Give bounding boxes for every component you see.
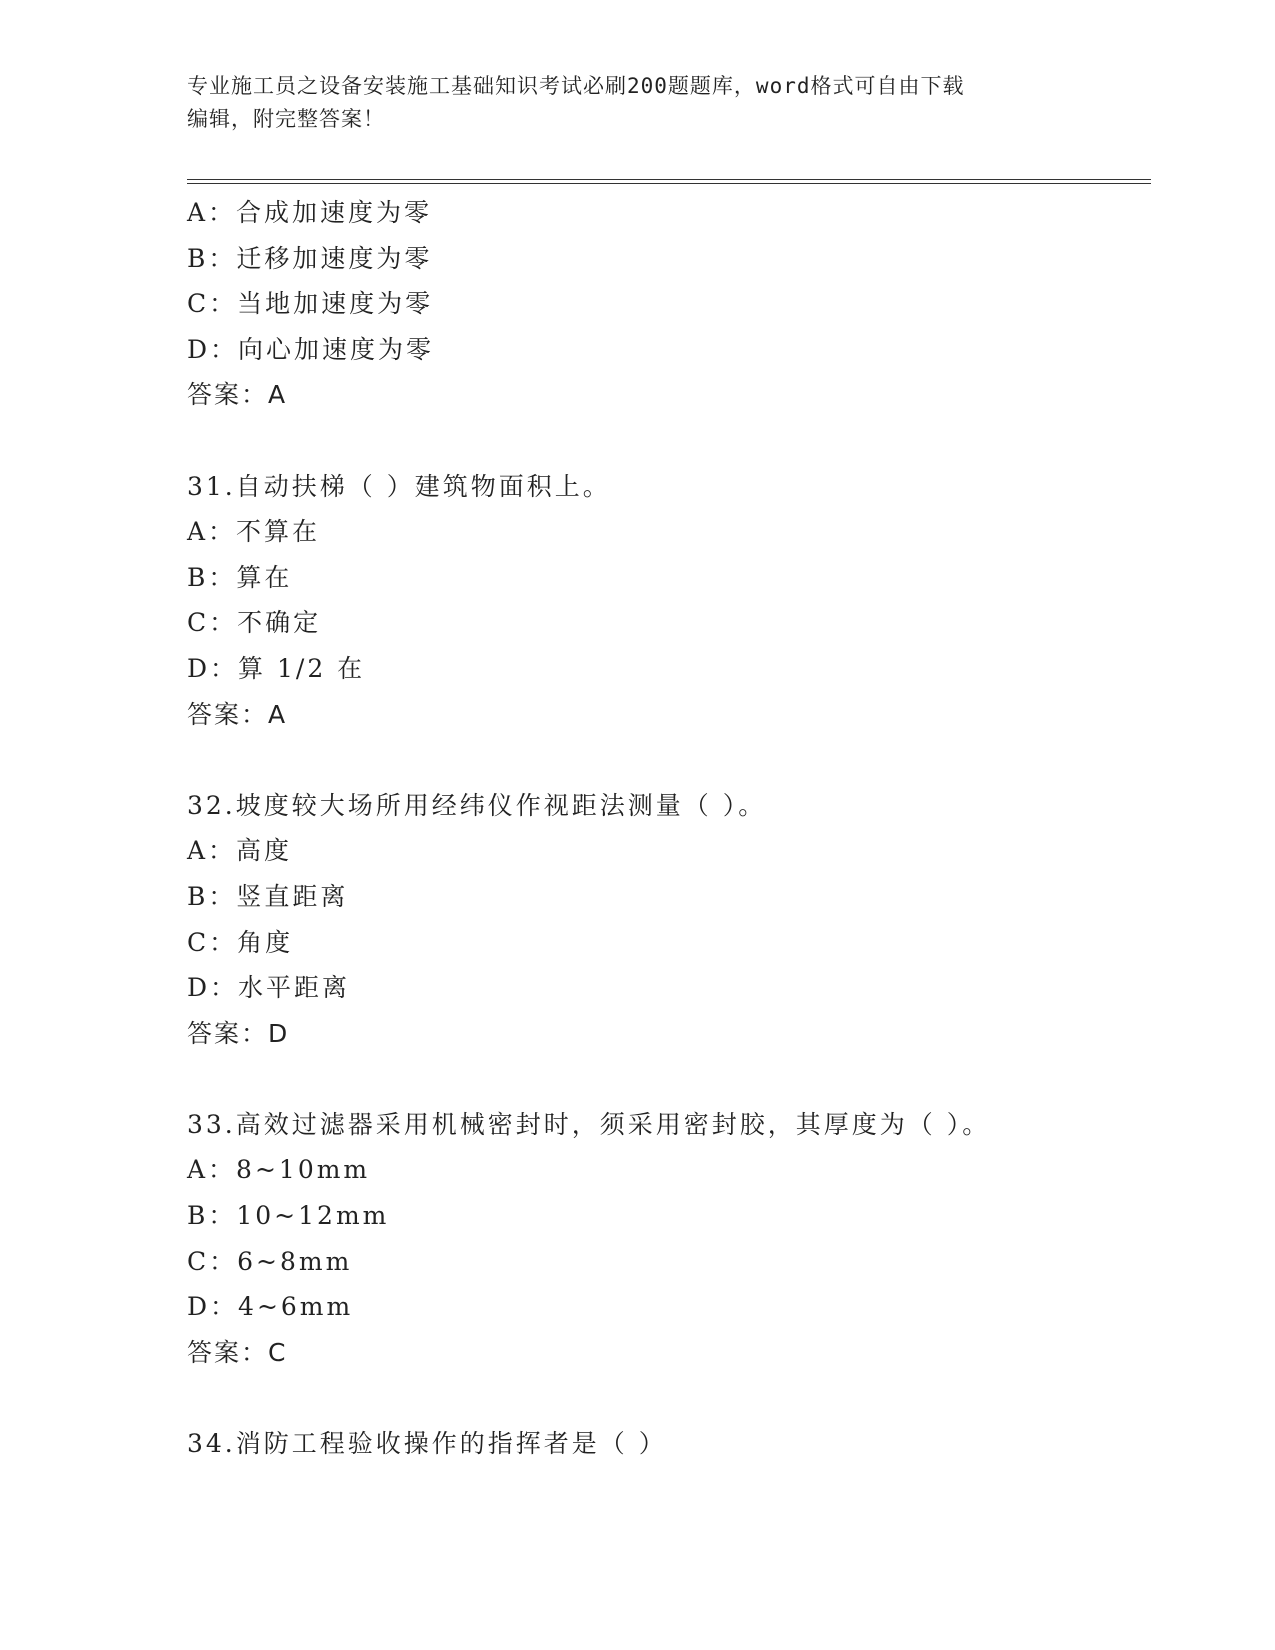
option-c: C：6~8mm: [187, 1246, 353, 1276]
option-d: D：4~6mm: [187, 1292, 354, 1322]
question-block: [187, 190, 1151, 418]
header-line-1: 专业施工员之设备安装施工基础知识考试必刷200题题库，word格式可自由下载: [187, 74, 965, 98]
question-text: 34.消防工程验收操作的指挥者是（ ）: [187, 1429, 667, 1459]
option-d: D：水平距离: [187, 973, 351, 1003]
question-block: [187, 1421, 1151, 1467]
spacer: [187, 418, 1151, 464]
option-a: A：合成加速度为零: [187, 198, 433, 227]
question-text: 31.自动扶梯（ ）建筑物面积上。: [187, 471, 611, 501]
spacer: [187, 737, 1151, 783]
option-a: A：高度: [187, 836, 293, 866]
option-b: B：迁移加速度为零: [187, 243, 433, 273]
option-c: C：角度: [187, 927, 294, 957]
option-a: A：不算在: [187, 517, 321, 547]
option-c: C：当地加速度为零: [187, 289, 434, 319]
spacer: [187, 1056, 1151, 1102]
question-list: [187, 190, 1151, 1467]
option-b: B：算在: [187, 562, 293, 592]
option-b: B：10~12mm: [187, 1201, 390, 1231]
document-header: [187, 70, 1067, 136]
question-text: 33.高效过滤器采用机械密封时，须采用密封胶，其厚度为（ ）。: [187, 1109, 991, 1139]
question-block: [187, 464, 1151, 738]
option-d: D：算 1/2 在: [187, 653, 366, 683]
answer: 答案：A: [187, 380, 288, 410]
option-c: C：不确定: [187, 608, 322, 638]
header-divider-top: [187, 179, 1151, 180]
answer: 答案：C: [187, 1337, 288, 1367]
spacer: [187, 1375, 1151, 1421]
header-divider-bottom: [187, 183, 1151, 184]
option-d: D：向心加速度为零: [187, 334, 435, 364]
answer: 答案：A: [187, 699, 288, 729]
option-b: B：竖直距离: [187, 881, 349, 911]
option-a: A：8~10mm: [187, 1155, 371, 1185]
question-block: [187, 783, 1151, 1057]
question-text: 32.坡度较大场所用经纬仪作视距法测量（ ）。: [187, 790, 767, 820]
question-block: [187, 1102, 1151, 1376]
header-line-2: 编辑，附完整答案！: [187, 107, 385, 131]
answer: 答案：D: [187, 1018, 290, 1048]
